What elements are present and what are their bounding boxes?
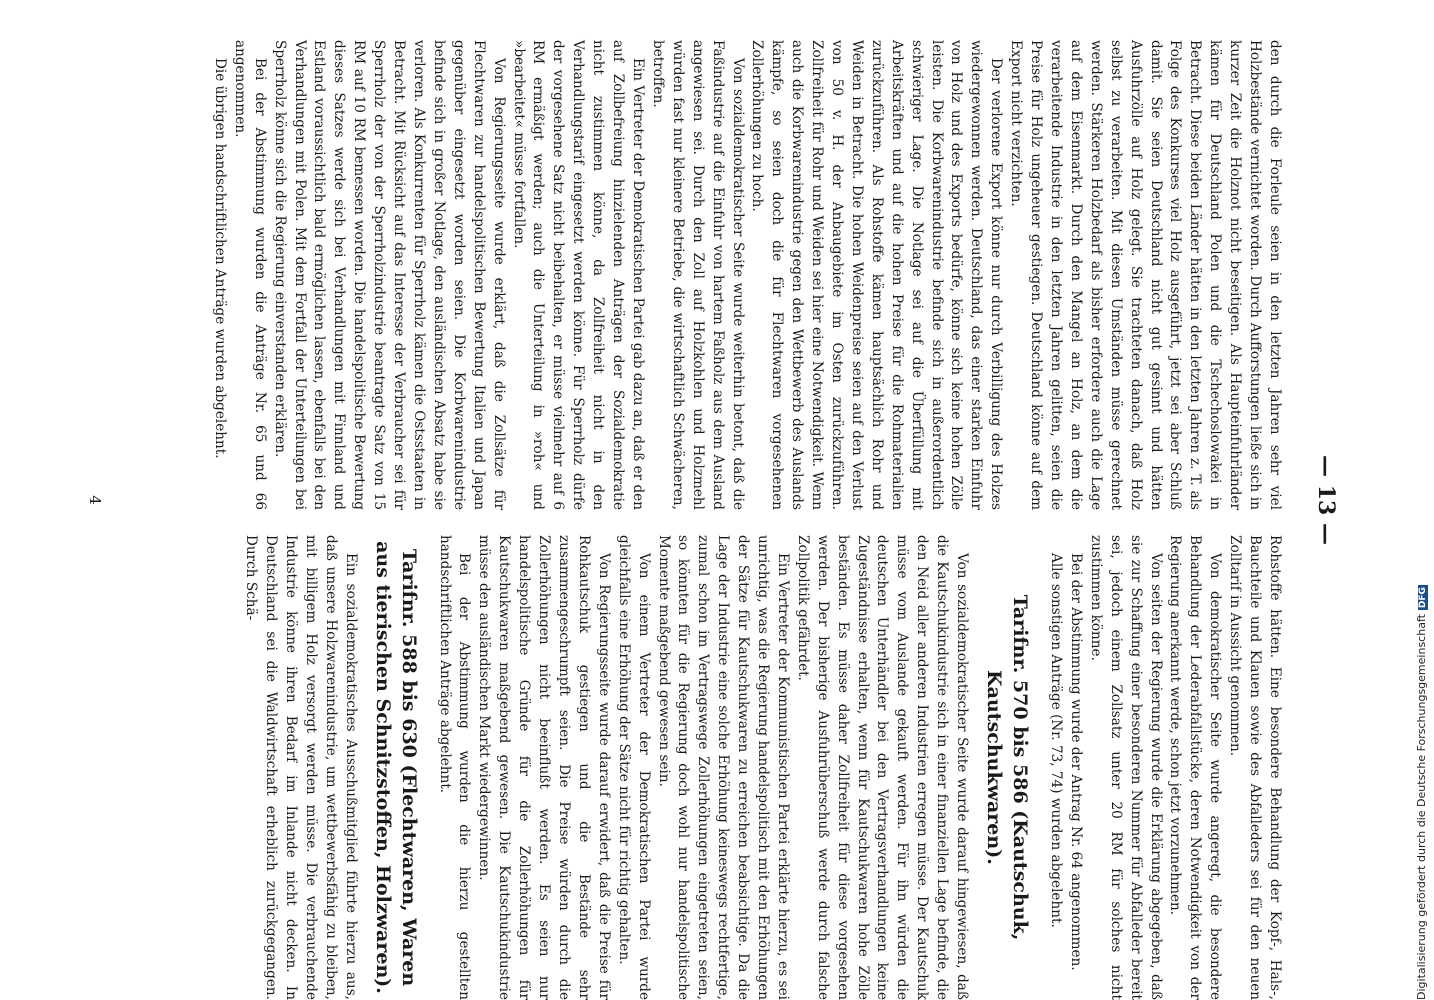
paragraph: Von demokratischer Seite wurde angeregt, die besondere Behandlung der Lederabfallstücke, deren Notwendigkeit von der Regierung anerkannt werde, schon jetzt vorzunehmen. — [1167, 535, 1224, 1000]
dfg-logo-icon: DFG — [1418, 587, 1428, 609]
paragraph: Bei der Abstimmung wurden die Anträge Nr. 65 und 66 angenommen. — [231, 40, 268, 510]
page-number: — 13 — — [1313, 455, 1339, 545]
paragraph: Von Regierungsseite wurde darauf erwidert, daß die Preise für Rohkautschuk gestiegen und die Bestände sehr zusammengeschrumpft seien. Die Preise würden durch die Zollerhöhungen nicht beeinflußt werden. Es seien nur handelspolitische Gründe für die Zollerhöhungen für Kautschukwaren maßgebend gewesen. Die Kautschukindustrie müsse den ausländischen Markt wiedergewinnen. — [476, 535, 612, 1000]
paragraph: Von Regierungsseite wurde erklärt, daß die Zollsätze für Flechtwaren zur handelspolitischen Bewertung Italien und Japan gegenüber eingesetzt worden seien. Die Korbwarenindustrie befinde sich in großer Notlage, den ausländischen Absatz habe sie verloren. Als Konkurrenten für Sperrholz kämen die Ostsstaaten in Betracht. Mit Rücksicht auf das Interesse der Verbraucher sei für Sperrholz der von der Sperrholzindustrie beantragte Satz von 15 RM auf 10 RM bemessen worden. Die handelspolitische Bewertung dieses Satzes werde sich bei Verhandlungen mit Finnland und Estland voraussichtlich bald ermöglichen lassen, ebenfalls bei den Verhandlungen mit Polen. Mit dem Fortfall der Unterteilungen bei Sperrholz könne sich die Regierung einverstanden erklären. — [271, 40, 507, 510]
paragraph: Die übrigen handschriftlichen Anträge wurden abgelehnt. — [211, 58, 228, 459]
paragraph: Von sozialdemokratischer Seite wurde darauf hingewiesen, daß die Kautschukindustrie sich in einer finanziellen Lage befinde, die den Neid aller anderen Industrien erregen müsse. Der Kautschuk müsse vom Auslande gekauft werden. Für ihn würden die deutschen Unterhändler bei den Vertragsverhandlungen keine Zugeständnisse erhalten, wenn für Kautschukwaren hohe Zölle beständen. Es müsse daher Zollfreiheit für diese vorgesehen werden. Der bisherige Ausfuhrüberschuß werde durch falsche Zollpolitik gefährdet. — [794, 535, 971, 1000]
paragraph: Von seiten der Regierung wurde die Erklärung abgegeben, daß sie zur Schaffung einer besonderen Nummer für Abfalleder bereit sei, jedoch einem Zollsatz unter 20 RM für solches nicht zustimmen könne. — [1087, 535, 1164, 1000]
paragraph: Ein Vertreter der Kommunistischen Partei erklärte hierzu, es sei unrichtig, was die Regierung handelspolitisch mit den Erhöhungen der Sätze für Kautschukwaren zu erreichen beabsichtige. Da die Lage der Industrie eine solche Erhöhung keineswegs rechtfertige, zumal schon im Vertragswege Zollerhöhungen eingetreten seien, so könnten für die Regierung doch wohl nur handelspolitische Momente maßgebend gewesen sein. — [655, 535, 791, 1000]
paragraph: Ein Vertreter der Demokratischen Partei gab dazu an, daß er den auf Zollbefreiung hinzielenden Anträgen der Sozialdemokratie nicht zustimmen könne, da Zollfreiheit nicht in den Verhandlungstarif eingesetzt werden könne. Für Sperrholz dürfe der vorgesehene Satz nicht beibehalten, er müsse vielmehr auf 6 RM ermäßigt werden; auch die Unterteilung in »roh« und »bearbeitet« müsse fortfallen. — [510, 40, 646, 510]
digitization-text: Digitalisierung gefördert durch die Deutsche Forschungsgemeinschaft — [1415, 614, 1428, 1000]
paragraph: Alle sonstigen Anträge (Nr. 73, 74) wurden abgelehnt. — [1048, 553, 1065, 928]
sheet-mark: 4 — [86, 495, 104, 505]
paragraph: den durch die Forleule seien in den letzten Jahren sehr viel Holzbestände vernichtet worden. Durch Aufforstungen ließe sich in kurzer Zeit die Holznot nicht beseitigen. Als Haupteinfuhrländer kämen für Deutschland Polen und die Tschechoslowakei in Betracht. Diese beiden Länder hätten in den letzten Jahren z. T. als Folge des Konkurses viel Holz ausgeführt, jetzt sei aber Schluß damit. Sie seien Deutschland nicht gut gesinnt und hätten Ausfuhrzölle auf Holz gelegt. Sie trachteten danach, daß Holz selbst zu verarbeiten. Mit diesen Umständen müsse gerechnet werden. Stärkeren Holzbedarf als bisher erfordere auch die Lage auf dem Eisenmarkt. Durch den Mangel an Holz, an dem die verarbeitende Industrie in den letzten Jahren gelitten, seien die Preise für Holz ungeheuer gestiegen. Deutschland könne auf dem Export nicht verzichten. — [1008, 40, 1283, 510]
paragraph: Von einem Vertreter der Demokratischen Partei wurde gleichfalls eine Erhöhung der Sätze nicht für richtig gehalten. — [615, 535, 652, 1000]
section-heading: Tarifnr. 570 bis 586 (Kautschuk, Kautschukwaren). — [983, 594, 1032, 941]
paragraph: Bei der Abstimmung wurde der Antrag Nr. 64 angenommen. — [1067, 553, 1084, 971]
paragraph: Der verlorene Export könne nur durch Verbilligung des Holzes wiedergewonnen werden. Deutschland, das einer starken Einfuhr von Holz und des Exports bedürfe, könne sich keine hohen Zölle leisten. Die Korbwarenindustrie befinde sich in außerordentlich schwieriger Lage. Die Notlage sei auf die Überfüllung mit Arbeitskräften und auf die hohen Preise für die Rohmaterialien zurückzuführen. Als Rohstoffe kämen hauptsächlich Rohr und Weiden in Betracht. Die hohen Weidenpreise seien auf den Verlust von 50 v. H. der Anbaugebiete im Osten zurückzuführen. Zollfreiheit für Rohr und Weiden sei hier eine Notwendigkeit. Wenn auch die Korbwarenindustrie gegen den Wettbewerb des Auslands kämpfe, so seien doch die für Flechtwaren vorgesehenen Zollerhöhungen zu hoch. — [749, 40, 1005, 510]
right-column — [209, 40, 1284, 510]
paragraph: Rohstoffe hätten. Eine besondere Behandlung der Kopf-, Hals-, Bauchteile und Klauen sowie des Abfalleders sei für den neuen Zolltarif in Aussicht genommen. — [1227, 535, 1283, 1000]
section-heading: Tarifnr. 588 bis 630 (Flechtwaren, Waren aus tierischen Schnitzstoffen, Holzwaren). — [371, 541, 420, 994]
paragraph: Bei der Abstimmung wurden die hierzu gestellten handschriftlichen Anträge abgelehnt. — [436, 535, 473, 1000]
digitization-note — [1415, 585, 1428, 1000]
paragraph: Von sozialdemokratischer Seite wurde weiterhin betont, daß die Faßindustrie auf die Einfuhr von hartem Faßholz aus dem Ausland angewiesen sei. Durch den Zoll auf Holzkohlen und Holzmehl würden fast nur kleinere Betriebe, die wirtschaftlich Schwächeren, betroffen. — [649, 40, 746, 510]
paragraph: Ein sozialdemokratisches Ausschußmitglied führte hierzu aus, daß unsere Holzwarenindustrie, um wettbewerbsfähig zu bleiben, mit billigem Holz versorgt werden müsse. Die verbrauchende Industrie könne ihren Bedarf im Inlande nicht decken. In Deutschland sei die Waldwirtschaft erheblich zurückgegangen. Durch Schä- — [243, 535, 359, 1000]
left-column — [240, 535, 1284, 1000]
